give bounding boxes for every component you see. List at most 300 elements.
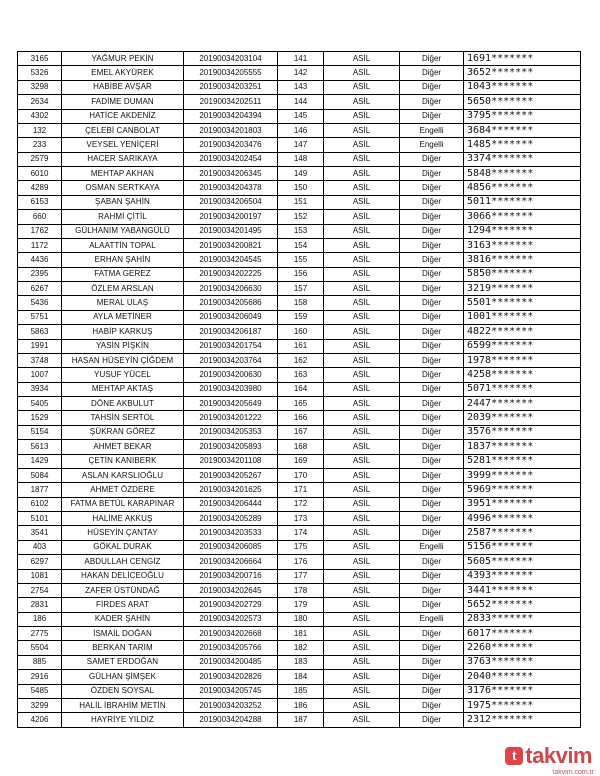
takvim-watermark	[492, 742, 592, 770]
quota-type-cell: Diğer	[400, 310, 464, 324]
table-row	[18, 497, 581, 511]
quota-type-cell: Diğer	[400, 181, 464, 195]
table-row	[18, 454, 581, 468]
row-no-cell: 6102	[18, 497, 62, 511]
application-number-cell: 20190034202668	[184, 627, 278, 641]
table-row	[18, 66, 581, 80]
status-cell: ASİL	[324, 540, 400, 554]
rank-cell: 162	[278, 353, 324, 367]
quota-type-cell: Diğer	[400, 109, 464, 123]
status-cell: ASİL	[324, 555, 400, 569]
row-no-cell: 2579	[18, 152, 62, 166]
rank-cell: 165	[278, 397, 324, 411]
row-no-cell: 5084	[18, 468, 62, 482]
quota-type-cell: Engelli	[400, 540, 464, 554]
application-number-cell: 20190034205893	[184, 440, 278, 454]
rank-cell: 148	[278, 152, 324, 166]
status-cell: ASİL	[324, 368, 400, 382]
row-no-cell: 1762	[18, 224, 62, 238]
status-cell: ASİL	[324, 123, 400, 137]
id-number-masked-cell: 5011*******	[464, 195, 581, 209]
status-cell: ASİL	[324, 684, 400, 698]
row-no-cell: 2754	[18, 583, 62, 597]
id-number-masked-cell: 3951*******	[464, 497, 581, 511]
quota-type-cell: Diğer	[400, 353, 464, 367]
status-cell: ASİL	[324, 569, 400, 583]
row-no-cell: 186	[18, 612, 62, 626]
full-name-cell: ÖZLEM ARSLAN	[62, 282, 184, 296]
application-number-cell: 20190034206630	[184, 282, 278, 296]
quota-type-cell: Diğer	[400, 468, 464, 482]
quota-type-cell: Diğer	[400, 282, 464, 296]
id-number-masked-cell: 1978*******	[464, 353, 581, 367]
rank-cell: 171	[278, 483, 324, 497]
rank-cell: 177	[278, 569, 324, 583]
rank-cell: 159	[278, 310, 324, 324]
row-no-cell: 3299	[18, 698, 62, 712]
application-number-cell: 20190034206504	[184, 195, 278, 209]
status-cell: ASİL	[324, 66, 400, 80]
id-number-masked-cell: 4822*******	[464, 325, 581, 339]
rank-cell: 158	[278, 296, 324, 310]
status-cell: ASİL	[324, 152, 400, 166]
rank-cell: 152	[278, 210, 324, 224]
row-no-cell: 3298	[18, 80, 62, 94]
row-no-cell: 5326	[18, 66, 62, 80]
id-number-masked-cell: 4258*******	[464, 368, 581, 382]
table-row	[18, 440, 581, 454]
quota-type-cell: Diğer	[400, 583, 464, 597]
rank-cell: 160	[278, 325, 324, 339]
status-cell: ASİL	[324, 325, 400, 339]
application-number-cell: 20190034206085	[184, 540, 278, 554]
quota-type-cell: Diğer	[400, 210, 464, 224]
row-no-cell: 4289	[18, 181, 62, 195]
full-name-cell: GÖKAL DURAK	[62, 540, 184, 554]
application-number-cell: 20190034205686	[184, 296, 278, 310]
row-no-cell: 132	[18, 123, 62, 137]
table-row	[18, 641, 581, 655]
full-name-cell: HACER SARIKAYA	[62, 152, 184, 166]
table-row	[18, 167, 581, 181]
row-no-cell: 6010	[18, 167, 62, 181]
row-no-cell: 5101	[18, 512, 62, 526]
table-row	[18, 583, 581, 597]
application-number-cell: 20190034203252	[184, 698, 278, 712]
rank-cell: 157	[278, 282, 324, 296]
status-cell: ASİL	[324, 238, 400, 252]
rank-cell: 169	[278, 454, 324, 468]
id-number-masked-cell: 3066*******	[464, 210, 581, 224]
rank-cell: 183	[278, 655, 324, 669]
id-number-masked-cell: 5071*******	[464, 382, 581, 396]
id-number-masked-cell: 3684*******	[464, 123, 581, 137]
table-row	[18, 296, 581, 310]
quota-type-cell: Diğer	[400, 555, 464, 569]
row-no-cell: 6153	[18, 195, 62, 209]
table-row	[18, 339, 581, 353]
application-number-cell: 20190034206444	[184, 497, 278, 511]
table-row	[18, 411, 581, 425]
id-number-masked-cell: 3816*******	[464, 253, 581, 267]
full-name-cell: HABİBE AVŞAR	[62, 80, 184, 94]
table-row	[18, 95, 581, 109]
id-number-masked-cell: 6599*******	[464, 339, 581, 353]
id-number-masked-cell: 3176*******	[464, 684, 581, 698]
id-number-masked-cell: 4856*******	[464, 181, 581, 195]
quota-type-cell: Diğer	[400, 526, 464, 540]
row-no-cell: 5485	[18, 684, 62, 698]
row-no-cell: 4302	[18, 109, 62, 123]
row-no-cell: 1877	[18, 483, 62, 497]
id-number-masked-cell: 1485*******	[464, 138, 581, 152]
status-cell: ASİL	[324, 224, 400, 238]
rank-cell: 150	[278, 181, 324, 195]
id-number-masked-cell: 4393*******	[464, 569, 581, 583]
status-cell: ASİL	[324, 296, 400, 310]
application-number-cell: 20190034205289	[184, 512, 278, 526]
rank-cell: 176	[278, 555, 324, 569]
status-cell: ASİL	[324, 583, 400, 597]
full-name-cell: HALİL İBRAHİM METİN	[62, 698, 184, 712]
results-table-body	[18, 52, 581, 728]
application-number-cell: 20190034205745	[184, 684, 278, 698]
application-number-cell: 20190034205766	[184, 641, 278, 655]
table-row	[18, 612, 581, 626]
status-cell: ASİL	[324, 382, 400, 396]
quota-type-cell: Diğer	[400, 238, 464, 252]
full-name-cell: AHMET ÖZDERE	[62, 483, 184, 497]
rank-cell: 184	[278, 670, 324, 684]
status-cell: ASİL	[324, 526, 400, 540]
status-cell: ASİL	[324, 167, 400, 181]
rank-cell: 146	[278, 123, 324, 137]
full-name-cell: HAKAN DELİCEOĞLU	[62, 569, 184, 583]
application-number-cell: 20190034203251	[184, 80, 278, 94]
table-row	[18, 569, 581, 583]
quota-type-cell: Diğer	[400, 253, 464, 267]
status-cell: ASİL	[324, 253, 400, 267]
row-no-cell: 5436	[18, 296, 62, 310]
table-row	[18, 684, 581, 698]
full-name-cell: EMEL AKYÜREK	[62, 66, 184, 80]
rank-cell: 186	[278, 698, 324, 712]
full-name-cell: HÜSEYİN ÇANTAY	[62, 526, 184, 540]
id-number-masked-cell: 5850*******	[464, 267, 581, 281]
application-number-cell: 20190034205267	[184, 468, 278, 482]
full-name-cell: HALİME AKKUŞ	[62, 512, 184, 526]
quota-type-cell: Diğer	[400, 382, 464, 396]
table-row	[18, 483, 581, 497]
full-name-cell: HATİCE AKDENİZ	[62, 109, 184, 123]
status-cell: ASİL	[324, 95, 400, 109]
full-name-cell: MERAL ULAŞ	[62, 296, 184, 310]
application-number-cell: 20190034203476	[184, 138, 278, 152]
row-no-cell: 1172	[18, 238, 62, 252]
row-no-cell: 2831	[18, 598, 62, 612]
quota-type-cell: Diğer	[400, 296, 464, 310]
results-table	[17, 51, 581, 728]
table-row	[18, 123, 581, 137]
full-name-cell: YASİN PİŞKİN	[62, 339, 184, 353]
row-no-cell: 403	[18, 540, 62, 554]
rank-cell: 167	[278, 425, 324, 439]
id-number-masked-cell: 1043*******	[464, 80, 581, 94]
id-number-masked-cell: 5605*******	[464, 555, 581, 569]
quota-type-cell: Diğer	[400, 497, 464, 511]
rank-cell: 164	[278, 382, 324, 396]
table-row	[18, 382, 581, 396]
full-name-cell: YAĞMUR PEKİN	[62, 52, 184, 66]
application-number-cell: 20190034201803	[184, 123, 278, 137]
id-number-masked-cell: 1975*******	[464, 698, 581, 712]
id-number-masked-cell: 3999*******	[464, 468, 581, 482]
status-cell: ASİL	[324, 598, 400, 612]
application-number-cell: 20190034203764	[184, 353, 278, 367]
quota-type-cell: Engelli	[400, 123, 464, 137]
row-no-cell: 5504	[18, 641, 62, 655]
full-name-cell: OSMAN SERTKAYA	[62, 181, 184, 195]
quota-type-cell: Diğer	[400, 698, 464, 712]
application-number-cell: 20190034202729	[184, 598, 278, 612]
status-cell: ASİL	[324, 440, 400, 454]
application-number-cell: 20190034201754	[184, 339, 278, 353]
application-number-cell: 20190034201222	[184, 411, 278, 425]
table-row	[18, 325, 581, 339]
status-cell: ASİL	[324, 80, 400, 94]
application-number-cell: 20190034202511	[184, 95, 278, 109]
full-name-cell: GÜLHAN ŞİMŞEK	[62, 670, 184, 684]
status-cell: ASİL	[324, 670, 400, 684]
table-row	[18, 238, 581, 252]
full-name-cell: VEYSEL YENİÇERİ	[62, 138, 184, 152]
takvim-logo-icon: t	[505, 747, 523, 765]
id-number-masked-cell: 2833*******	[464, 612, 581, 626]
row-no-cell: 1081	[18, 569, 62, 583]
quota-type-cell: Diğer	[400, 152, 464, 166]
id-number-masked-cell: 2039*******	[464, 411, 581, 425]
full-name-cell: AYLA METİNER	[62, 310, 184, 324]
application-number-cell: 20190034203104	[184, 52, 278, 66]
status-cell: ASİL	[324, 282, 400, 296]
row-no-cell: 3165	[18, 52, 62, 66]
row-no-cell: 5154	[18, 425, 62, 439]
row-no-cell: 1991	[18, 339, 62, 353]
id-number-masked-cell: 5848*******	[464, 167, 581, 181]
quota-type-cell: Engelli	[400, 138, 464, 152]
row-no-cell: 233	[18, 138, 62, 152]
quota-type-cell: Diğer	[400, 598, 464, 612]
full-name-cell: BERKAN TARIM	[62, 641, 184, 655]
full-name-cell: FATMA BETÜL KARAPINAR	[62, 497, 184, 511]
row-no-cell: 3748	[18, 353, 62, 367]
id-number-masked-cell: 5969*******	[464, 483, 581, 497]
full-name-cell: GÜLHANIM YABANGÜLÜ	[62, 224, 184, 238]
status-cell: ASİL	[324, 641, 400, 655]
row-no-cell: 6297	[18, 555, 62, 569]
table-row	[18, 540, 581, 554]
status-cell: ASİL	[324, 627, 400, 641]
rank-cell: 179	[278, 598, 324, 612]
application-number-cell: 20190034206345	[184, 167, 278, 181]
status-cell: ASİL	[324, 612, 400, 626]
full-name-cell: İSMAİL DOĞAN	[62, 627, 184, 641]
takvim-wordmark: takvim	[525, 743, 592, 768]
quota-type-cell: Diğer	[400, 195, 464, 209]
rank-cell: 142	[278, 66, 324, 80]
full-name-cell: ALAATTİN TOPAL	[62, 238, 184, 252]
rank-cell: 168	[278, 440, 324, 454]
id-number-masked-cell: 5650*******	[464, 95, 581, 109]
id-number-masked-cell: 5156*******	[464, 540, 581, 554]
application-number-cell: 20190034206187	[184, 325, 278, 339]
rank-cell: 154	[278, 238, 324, 252]
application-number-cell: 20190034200197	[184, 210, 278, 224]
full-name-cell: ÇETİN KANIBERK	[62, 454, 184, 468]
table-row	[18, 397, 581, 411]
rank-cell: 156	[278, 267, 324, 281]
id-number-masked-cell: 5281*******	[464, 454, 581, 468]
table-row	[18, 555, 581, 569]
rank-cell: 182	[278, 641, 324, 655]
full-name-cell: MEHTAP AKHAN	[62, 167, 184, 181]
row-no-cell: 3934	[18, 382, 62, 396]
rank-cell: 149	[278, 167, 324, 181]
id-number-masked-cell: 1837*******	[464, 440, 581, 454]
rank-cell: 151	[278, 195, 324, 209]
quota-type-cell: Diğer	[400, 569, 464, 583]
table-row	[18, 310, 581, 324]
rank-cell: 145	[278, 109, 324, 123]
id-number-masked-cell: 1001*******	[464, 310, 581, 324]
rank-cell: 181	[278, 627, 324, 641]
full-name-cell: HASAN HÜSEYİN ÇİĞDEM	[62, 353, 184, 367]
row-no-cell: 885	[18, 655, 62, 669]
id-number-masked-cell: 3441*******	[464, 583, 581, 597]
id-number-masked-cell: 6017*******	[464, 627, 581, 641]
full-name-cell: SAMET ERDOĞAN	[62, 655, 184, 669]
table-row	[18, 627, 581, 641]
rank-cell: 174	[278, 526, 324, 540]
row-no-cell: 5405	[18, 397, 62, 411]
table-row	[18, 468, 581, 482]
application-number-cell: 20190034206049	[184, 310, 278, 324]
full-name-cell: ABDULLAH CENGİZ	[62, 555, 184, 569]
status-cell: ASİL	[324, 483, 400, 497]
quota-type-cell: Diğer	[400, 66, 464, 80]
row-no-cell: 2916	[18, 670, 62, 684]
full-name-cell: ÖZDEN SOYSAL	[62, 684, 184, 698]
status-cell: ASİL	[324, 512, 400, 526]
rank-cell: 153	[278, 224, 324, 238]
row-no-cell: 1429	[18, 454, 62, 468]
quota-type-cell: Diğer	[400, 267, 464, 281]
application-number-cell: 20190034206664	[184, 555, 278, 569]
application-number-cell: 20190034200716	[184, 569, 278, 583]
quota-type-cell: Diğer	[400, 339, 464, 353]
full-name-cell: FİRDES ARAT	[62, 598, 184, 612]
table-row	[18, 353, 581, 367]
id-number-masked-cell: 3163*******	[464, 238, 581, 252]
table-row	[18, 195, 581, 209]
status-cell: ASİL	[324, 310, 400, 324]
status-cell: ASİL	[324, 339, 400, 353]
quota-type-cell: Diğer	[400, 167, 464, 181]
quota-type-cell: Diğer	[400, 713, 464, 727]
quota-type-cell: Diğer	[400, 440, 464, 454]
quota-type-cell: Diğer	[400, 655, 464, 669]
application-number-cell: 20190034202225	[184, 267, 278, 281]
application-number-cell: 20190034202573	[184, 612, 278, 626]
rank-cell: 187	[278, 713, 324, 727]
row-no-cell: 5751	[18, 310, 62, 324]
quota-type-cell: Diğer	[400, 483, 464, 497]
table-row	[18, 425, 581, 439]
rank-cell: 141	[278, 52, 324, 66]
table-row	[18, 152, 581, 166]
full-name-cell: RAHMİ ÇİTİL	[62, 210, 184, 224]
application-number-cell: 20190034204545	[184, 253, 278, 267]
application-number-cell: 20190034202645	[184, 583, 278, 597]
application-number-cell: 20190034203533	[184, 526, 278, 540]
full-name-cell: MEHTAP AKTAŞ	[62, 382, 184, 396]
table-row	[18, 80, 581, 94]
quota-type-cell: Diğer	[400, 95, 464, 109]
id-number-masked-cell: 1691*******	[464, 52, 581, 66]
id-number-masked-cell: 4996*******	[464, 512, 581, 526]
application-number-cell: 20190034205555	[184, 66, 278, 80]
status-cell: ASİL	[324, 497, 400, 511]
status-cell: ASİL	[324, 397, 400, 411]
row-no-cell: 2634	[18, 95, 62, 109]
table-row	[18, 282, 581, 296]
rank-cell: 143	[278, 80, 324, 94]
quota-type-cell: Diğer	[400, 368, 464, 382]
quota-type-cell: Diğer	[400, 425, 464, 439]
table-row	[18, 512, 581, 526]
id-number-masked-cell: 3652*******	[464, 66, 581, 80]
application-number-cell: 20190034201625	[184, 483, 278, 497]
status-cell: ASİL	[324, 52, 400, 66]
quota-type-cell: Diğer	[400, 512, 464, 526]
rank-cell: 180	[278, 612, 324, 626]
row-no-cell: 5863	[18, 325, 62, 339]
row-no-cell: 660	[18, 210, 62, 224]
quota-type-cell: Diğer	[400, 397, 464, 411]
quota-type-cell: Diğer	[400, 641, 464, 655]
table-row	[18, 253, 581, 267]
rank-cell: 170	[278, 468, 324, 482]
status-cell: ASİL	[324, 655, 400, 669]
id-number-masked-cell: 5501*******	[464, 296, 581, 310]
application-number-cell: 20190034204378	[184, 181, 278, 195]
full-name-cell: TAHSİN SERTOL	[62, 411, 184, 425]
id-number-masked-cell: 3795*******	[464, 109, 581, 123]
table-row	[18, 109, 581, 123]
row-no-cell: 1007	[18, 368, 62, 382]
rank-cell: 163	[278, 368, 324, 382]
id-number-masked-cell: 3576*******	[464, 425, 581, 439]
quota-type-cell: Diğer	[400, 325, 464, 339]
status-cell: ASİL	[324, 425, 400, 439]
id-number-masked-cell: 2040*******	[464, 670, 581, 684]
status-cell: ASİL	[324, 454, 400, 468]
full-name-cell: ŞÜKRAN GÖREZ	[62, 425, 184, 439]
quota-type-cell: Diğer	[400, 454, 464, 468]
table-row	[18, 368, 581, 382]
rank-cell: 144	[278, 95, 324, 109]
full-name-cell: KADER ŞAHİN	[62, 612, 184, 626]
